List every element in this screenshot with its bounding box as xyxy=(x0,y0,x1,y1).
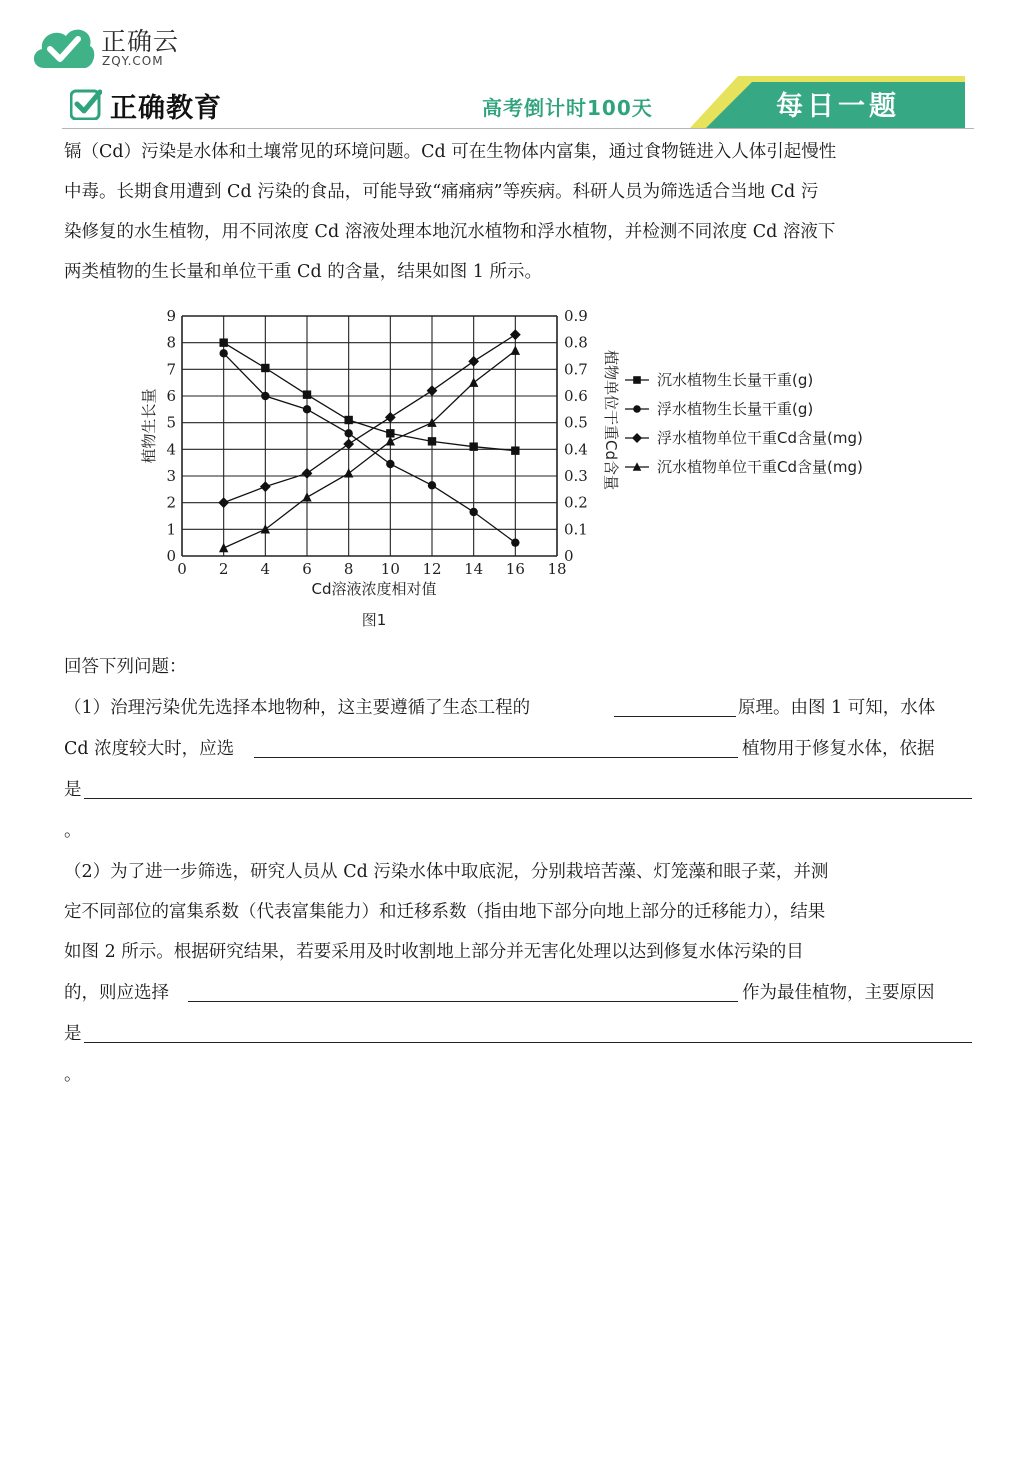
y-axis-left-ticks xyxy=(166,307,176,565)
q2-line-2: 定不同部位的富集系数（代表富集能力）和迁移系数（指由地下部分向地上部分的迁移能力），结果 xyxy=(64,902,826,922)
brand-name: 正确云 xyxy=(101,27,180,56)
y-right-tick-label: 0 xyxy=(564,547,574,565)
y-right-tick-label: 0.7 xyxy=(564,360,588,379)
y-left-tick-label: 1 xyxy=(166,520,176,539)
q1-line-2-end: 植物用于修复水体，依据 xyxy=(742,739,935,759)
square-marker xyxy=(219,338,227,346)
legend-label: 浮水植物生长量干重(g) xyxy=(657,400,814,418)
q2-blank-reason[interactable] xyxy=(84,1042,972,1043)
circle-marker xyxy=(386,460,394,468)
cloud-check-logo-icon xyxy=(30,22,96,72)
diamond-marker xyxy=(632,433,642,443)
q1-line-3-start: 是 xyxy=(64,780,82,800)
edu-brand-title: 正确教育 xyxy=(110,93,222,124)
y-left-tick-label: 7 xyxy=(166,360,176,379)
diamond-marker xyxy=(468,356,479,367)
intro-line-4: 两类植物的生长量和单位干重 Cd 的含量，结果如图 1 所示。 xyxy=(64,262,542,282)
q1-line-1-start: （1）治理污染优先选择本地物种，这主要遵循了生态工程的 xyxy=(64,698,531,718)
y-right-tick-label: 0.1 xyxy=(564,520,588,539)
y-right-tick-label: 0.9 xyxy=(564,307,588,325)
x-tick-label: 2 xyxy=(218,560,229,578)
y-left-tick-label: 2 xyxy=(166,493,176,512)
triangle-marker xyxy=(386,436,395,445)
diamond-marker xyxy=(510,329,521,340)
y-right-tick-label: 0.6 xyxy=(564,387,588,405)
x-tick-label: 4 xyxy=(260,560,271,578)
q2-end-mark: 。 xyxy=(64,1065,82,1085)
q2-line-4-start: 的，则应选择 xyxy=(64,983,169,1003)
series-markers xyxy=(218,329,520,552)
banner-label: 每日一题 xyxy=(776,91,900,122)
y-left-tick-label: 0 xyxy=(166,547,176,565)
q2-blank-plant[interactable] xyxy=(188,1001,738,1002)
y-left-tick-label: 9 xyxy=(166,307,176,325)
square-marker xyxy=(511,446,519,454)
checkbox-logo-icon xyxy=(70,88,102,120)
triangle-marker xyxy=(219,543,228,552)
triangle-marker xyxy=(469,377,478,386)
y-right-tick-label: 0.4 xyxy=(564,440,588,459)
x-tick-label: 6 xyxy=(302,560,312,578)
intro-line-2: 中毒。长期食用遭到 Cd 污染的食品，可能导致“痛痛病”等疾病。科研人员为筛选适合当地 Cd 污 xyxy=(64,182,819,202)
header-divider xyxy=(62,128,974,129)
intro-line-3: 染修复的水生植物，用不同浓度 Cd 溶液处理本地沉水植物和浮水植物，并检测不同浓度 Cd 溶液下 xyxy=(64,222,836,242)
q2-line-1: （2）为了进一步筛选，研究人员从 Cd 污染水体中取底泥，分别栽培苦藻、灯笼藻和眼子菜，并测 xyxy=(64,862,829,882)
q2-line-4-end: 作为最佳植物，主要原因 xyxy=(742,983,935,1003)
diamond-marker xyxy=(218,497,229,508)
q1-blank-reason[interactable] xyxy=(84,798,972,799)
y-left-tick-label: 3 xyxy=(166,467,176,485)
circle-marker xyxy=(344,429,352,437)
y-axis-right-ticks xyxy=(564,307,588,565)
circle-marker xyxy=(469,508,477,516)
q1-end-mark: 。 xyxy=(64,821,82,841)
square-marker xyxy=(261,364,269,372)
x-axis-ticks xyxy=(177,560,566,578)
legend-label: 浮水植物单位干重Cd含量(mg) xyxy=(657,429,863,447)
figure-1-chart xyxy=(130,300,910,635)
q2-line-3: 如图 2 所示。根据研究结果，若要采用及时收割地上部分并无害化处理以达到修复水体污染的目 xyxy=(64,942,804,962)
circle-marker xyxy=(219,349,227,357)
y-axis-left-title: 植物生长量 xyxy=(140,388,158,464)
square-marker xyxy=(428,437,436,445)
x-axis-title: Cd溶液浓度相对值 xyxy=(311,580,437,598)
figure-caption: 图1 xyxy=(361,611,387,629)
y-right-tick-label: 0.2 xyxy=(564,493,588,512)
y-left-tick-label: 5 xyxy=(166,413,176,432)
y-axis-right-title: 植物单位干重Cd含量 xyxy=(602,350,620,490)
square-marker xyxy=(303,390,311,398)
x-tick-label: 18 xyxy=(547,560,567,578)
legend-label: 沉水植物生长量干重(g) xyxy=(657,371,814,389)
circle-marker xyxy=(261,392,269,400)
y-left-tick-label: 6 xyxy=(166,387,176,405)
q1-line-1-end: 原理。由图 1 可知，水体 xyxy=(738,698,936,718)
diamond-marker xyxy=(302,468,313,479)
square-marker xyxy=(469,442,477,450)
questions-lead: 回答下列问题： xyxy=(64,657,187,677)
diamond-marker xyxy=(427,385,438,396)
circle-marker xyxy=(303,405,311,413)
diamond-marker xyxy=(260,481,271,492)
intro-line-1: 镉（Cd）污染是水体和土壤常见的环境问题。Cd 可在生物体内富集，通过食物链进入人体引起慢性 xyxy=(64,142,837,162)
brand-domain: ZQY.COM xyxy=(102,54,164,68)
y-right-tick-label: 0.8 xyxy=(564,333,588,352)
x-tick-label: 16 xyxy=(505,560,525,578)
x-tick-label: 10 xyxy=(380,560,400,578)
circle-marker xyxy=(428,481,436,489)
chart-legend xyxy=(625,371,863,476)
circle-marker xyxy=(633,405,641,413)
y-left-tick-label: 4 xyxy=(166,440,176,459)
x-tick-label: 12 xyxy=(422,560,442,578)
y-right-tick-label: 0.3 xyxy=(564,467,588,485)
q1-blank-plant[interactable] xyxy=(254,757,738,758)
q1-blank-principle[interactable] xyxy=(614,716,736,717)
countdown-text: 高考倒计时100天 xyxy=(482,96,653,120)
x-tick-label: 14 xyxy=(464,560,484,578)
triangle-marker xyxy=(302,492,311,501)
y-right-tick-label: 0.5 xyxy=(564,413,588,432)
x-tick-label: 8 xyxy=(343,560,354,578)
square-marker xyxy=(633,376,641,384)
circle-marker xyxy=(511,538,519,546)
q2-line-5-start: 是 xyxy=(64,1024,82,1044)
diamond-marker xyxy=(385,412,396,423)
diamond-marker xyxy=(343,439,354,450)
y-left-tick-label: 8 xyxy=(166,333,176,352)
x-tick-label: 0 xyxy=(177,560,187,578)
triangle-marker xyxy=(344,468,353,477)
triangle-marker xyxy=(511,345,520,354)
legend-label: 沉水植物单位干重Cd含量(mg) xyxy=(657,458,863,476)
square-marker xyxy=(344,416,352,424)
q1-line-2-start: Cd 浓度较大时，应选 xyxy=(64,739,235,759)
